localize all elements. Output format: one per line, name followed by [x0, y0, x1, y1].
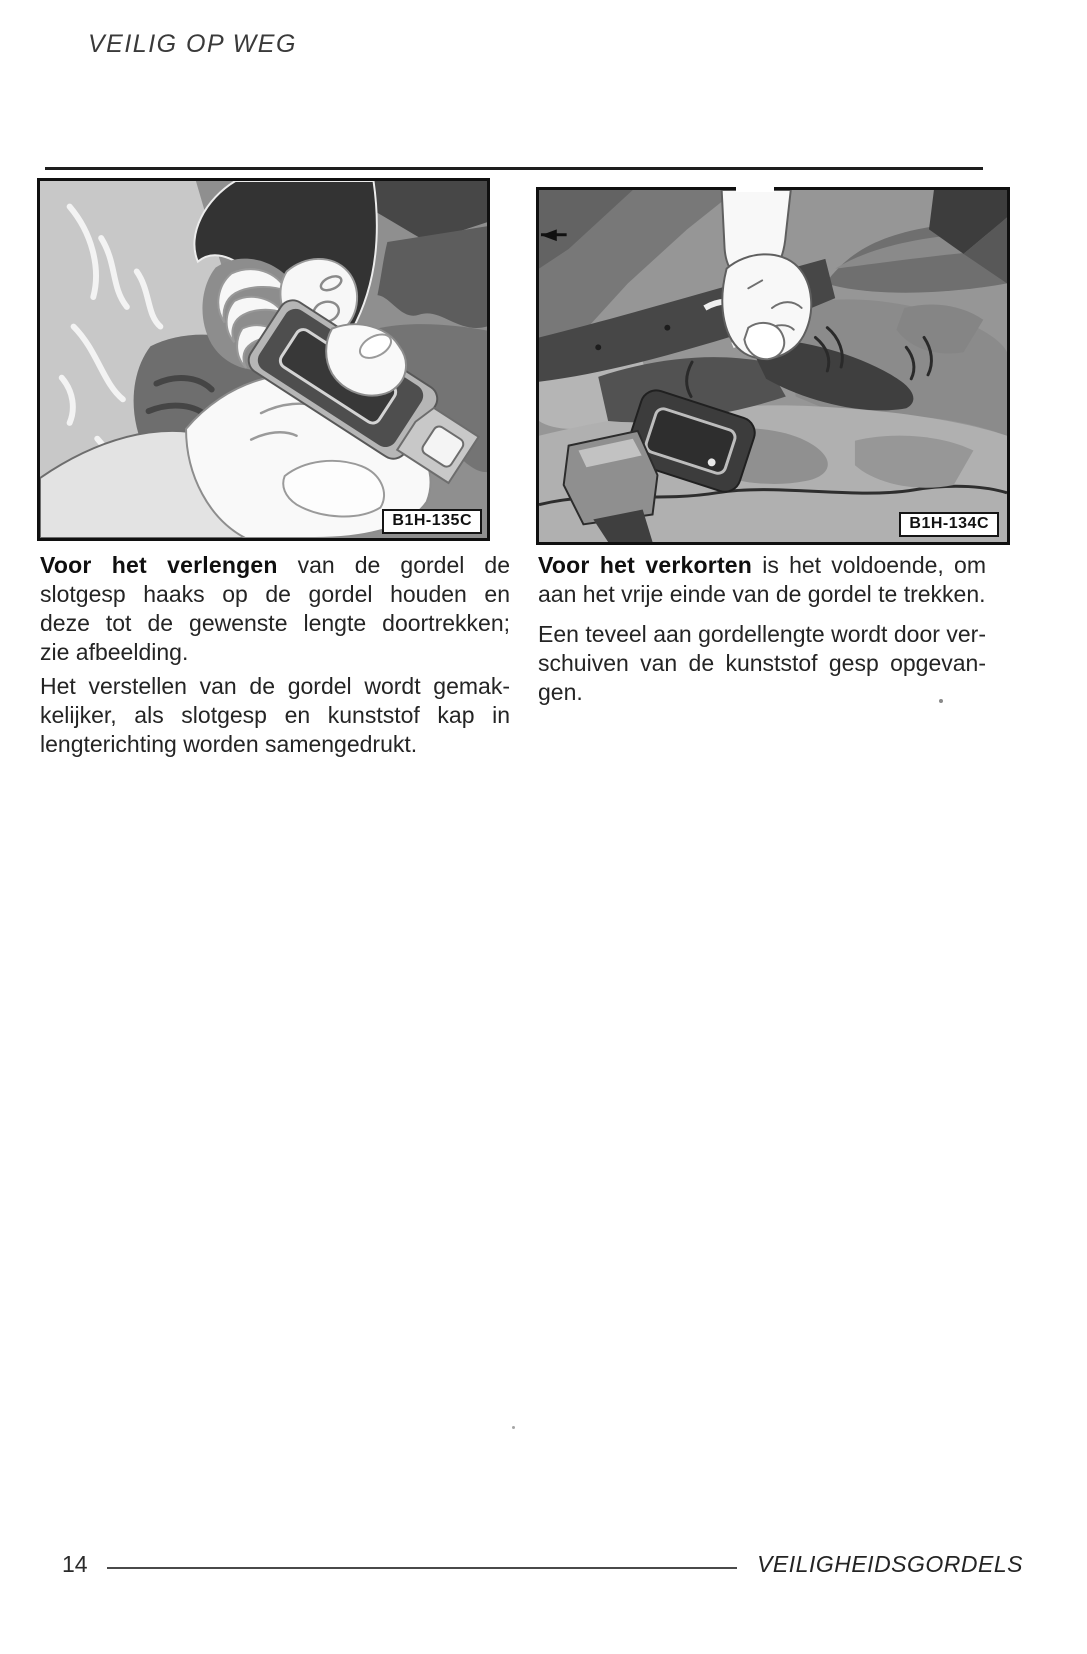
belt-buckle-illustration [40, 181, 487, 538]
text-line: Een teveel aan gordellengte wordt door ver- [538, 621, 986, 647]
figure-belt-shorten [536, 187, 1010, 545]
text-line: Het verstellen van de gordel wordt gemak- [40, 673, 510, 699]
print-speck [512, 1426, 515, 1429]
bold-lead-verlengen: Voor het verlengen [40, 552, 278, 578]
figure-label-right: B1H-134C [899, 512, 999, 537]
text-line: deze tot de gewenste lengte doortrekken; [40, 610, 510, 636]
page-header-title: VEILIG OP WEG [88, 30, 297, 58]
text-line: Voor het verkorten is het voldoende, om [538, 552, 986, 578]
paragraph-lengthen [40, 551, 510, 667]
footer-divider [107, 1567, 737, 1569]
wrist-border-gap [736, 186, 774, 192]
page-number: 14 [62, 1551, 88, 1577]
bold-lead-verkorten: Voor het verkorten [538, 552, 753, 578]
figure-label-left: B1H-135C [382, 509, 482, 534]
text-line: kelijker, als slotgesp en kunststof kap in [40, 702, 510, 728]
text-line: Voor het verlengen van de gordel de [40, 552, 510, 578]
text-column-left [40, 551, 510, 759]
belt-pulling-illustration [539, 190, 1007, 542]
text-line: schuiven van de kunststof gesp opgevan- [538, 650, 986, 676]
text-line: aan het vrije einde van de gordel te trekken. [538, 581, 986, 607]
text-line: zie afbeelding. [40, 639, 189, 665]
print-speck [939, 699, 943, 703]
footer-section-title: VEILIGHEIDSGORDELS [757, 1551, 1023, 1577]
figure-belt-lengthen [37, 178, 490, 541]
header-divider [45, 167, 983, 170]
paragraph-excess-length [538, 620, 986, 707]
paragraph-shorten [538, 551, 986, 609]
text-line: gen. [538, 679, 583, 705]
text-line: slotgesp haaks op de gordel houden en [40, 581, 510, 607]
text-line: lengterichting worden samengedrukt. [40, 731, 418, 757]
paragraph-adjust [40, 672, 510, 759]
text-column-right [538, 551, 986, 707]
